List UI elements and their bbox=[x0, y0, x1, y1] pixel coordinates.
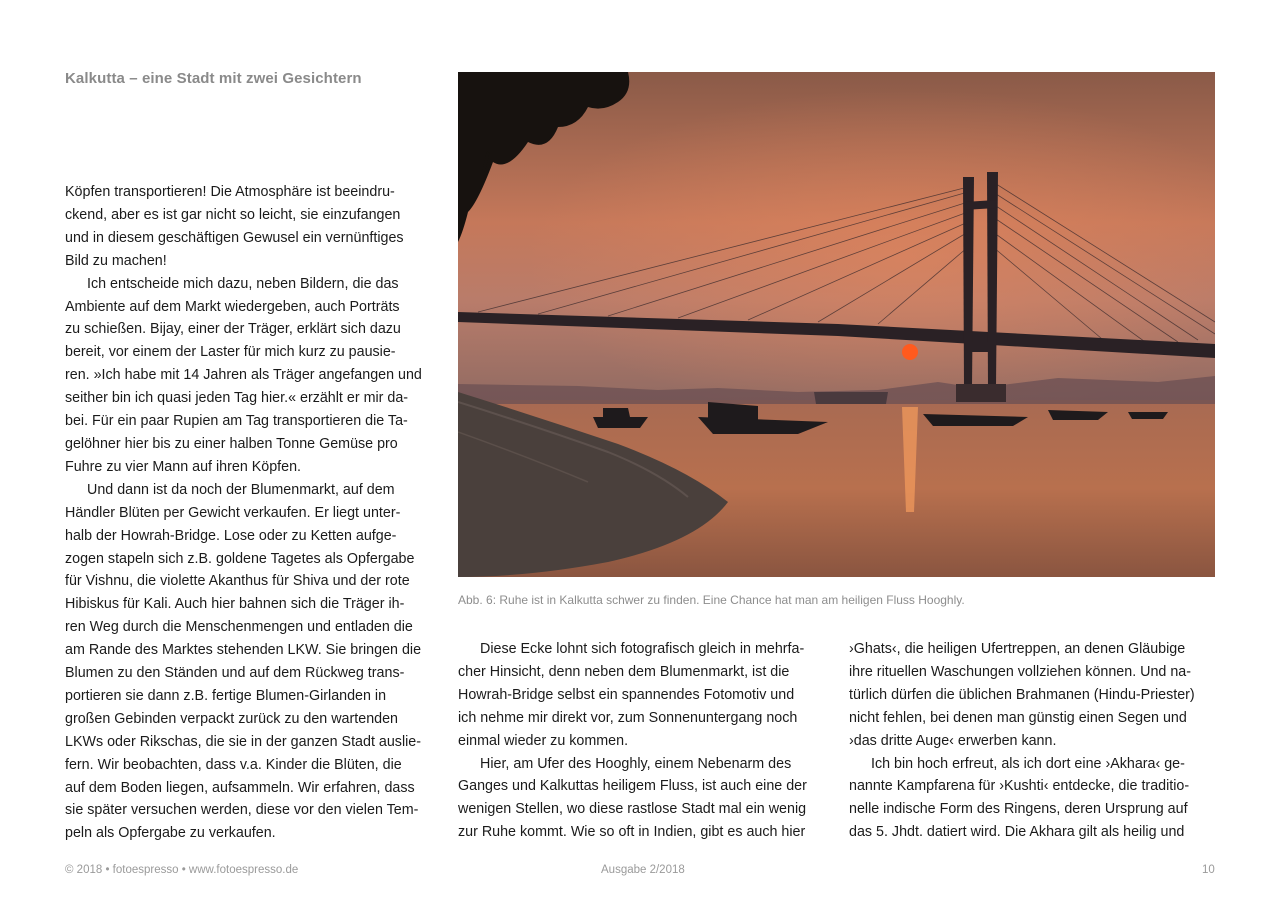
sunset-bridge-photo bbox=[458, 72, 1215, 577]
paragraph: Hier, am Ufer des Hooghly, einem Nebenarm des Ganges und Kalkuttas heiligem Fluss, ist auch eine der wenigen Stellen, wo diese rastlose Stadt mal ein wenig zur Ruhe kommt. Wie so oft in Indien, gibt es auch hier bbox=[458, 755, 807, 841]
paragraph: Und dann ist da noch der Blumenmarkt, auf dem Händler Blüten per Gewicht verkaufen. Er liegt unter- halb der Howrah-Bridge. Lose oder zu Ketten aufge- zogen stapeln sich z.B. goldene Tagetes als Opfergabe für Vishnu, die violette Akanthus für Shiva und der rote Hibiskus für Kali. Auch hier bahnen sich die Träger ih- ren Weg durch die Menschenmengen und entladen die am Rande des Marktes stehenden LKW. Sie bringen die Blumen zu den Ständen und auf dem Rückweg trans- portieren sie dann z.B. fertige Blumen-Girlanden in großen Gebinden verpackt zurück zu den wartenden LKWs oder Rikschas, die sie in der ganzen Stadt auslie- fern. Wir beobachten, dass v.a. Kinder die Blüten, die auf dem Boden liegen, aufsammeln. Wir erfahren, dass sie später versuchen werden, diese vor den vielen Tem- peln als Opfergabe zu verkaufen. bbox=[65, 481, 422, 842]
figure-caption: Abb. 6: Ruhe ist in Kalkutta schwer zu finden. Eine Chance hat man am heiligen Fluss Hooghly. bbox=[458, 593, 965, 607]
text-column-left bbox=[65, 181, 437, 845]
paragraph: Ich bin hoch erfreut, als ich dort eine ›Akhara‹ ge- nannte Kampfarena für ›Kushti‹ entdecke, die traditio- nelle indische Form des Ringens, deren Ursprung auf das 5. Jhdt. datiert wird. Die Akhara gilt als heilig und bbox=[849, 755, 1190, 841]
paragraph: Köpfen transportieren! Die Atmosphäre ist beeindru- ckend, aber es ist gar nicht so leicht, sie einzufangen und in diesem geschäftigen Gewusel ein vernünftiges Bild zu machen! bbox=[65, 184, 404, 269]
page-title: Kalkutta – eine Stadt mit zwei Gesichtern bbox=[65, 70, 362, 87]
page-number: 10 bbox=[1202, 864, 1215, 876]
footer-copyright: © 2018 • fotoespresso • www.fotoespresso.de bbox=[65, 864, 299, 876]
paragraph: ›Ghats‹, die heiligen Ufertreppen, an denen Gläubige ihre rituellen Waschungen vollziehen können. Und na- türlich dürfen die üblichen Brahmanen (Hindu-Priester) nicht fehlen, bei denen man günstig einen Segen und ›das dritte Auge‹ erwerben kann. bbox=[849, 641, 1195, 749]
paragraph: Diese Ecke lohnt sich fotografisch gleich in mehrfa- cher Hinsicht, denn neben dem Blumenmarkt, ist die Howrah-Bridge selbst ein spannendes Fotomotiv und ich nehme mir direkt vor, zum Sonnenuntergang noch einmal wieder zu kommen. bbox=[458, 641, 805, 749]
text-column-right bbox=[849, 638, 1215, 844]
text-column-middle bbox=[458, 638, 818, 844]
paragraph: Ich entscheide mich dazu, neben Bildern, die das Ambiente auf dem Markt wiedergeben, auch Porträts zu schießen. Bijay, einer der Träger, erklärt sich dazu bereit, vor einem der Laster für mich kurz zu pausie- ren. »Ich habe mit 14 Jahren als Träger angefangen und seither bin ich quasi jeden Tag hier.« erzählt er mir da- bei. Für ein paar Rupien am Tag transportieren die Ta- gelöhner hier bis zu einer halben Tonne Gemüse pro Fuhre zu vier Mann auf ihren Köpfen. bbox=[65, 275, 422, 475]
footer-issue: Ausgabe 2/2018 bbox=[601, 864, 685, 876]
